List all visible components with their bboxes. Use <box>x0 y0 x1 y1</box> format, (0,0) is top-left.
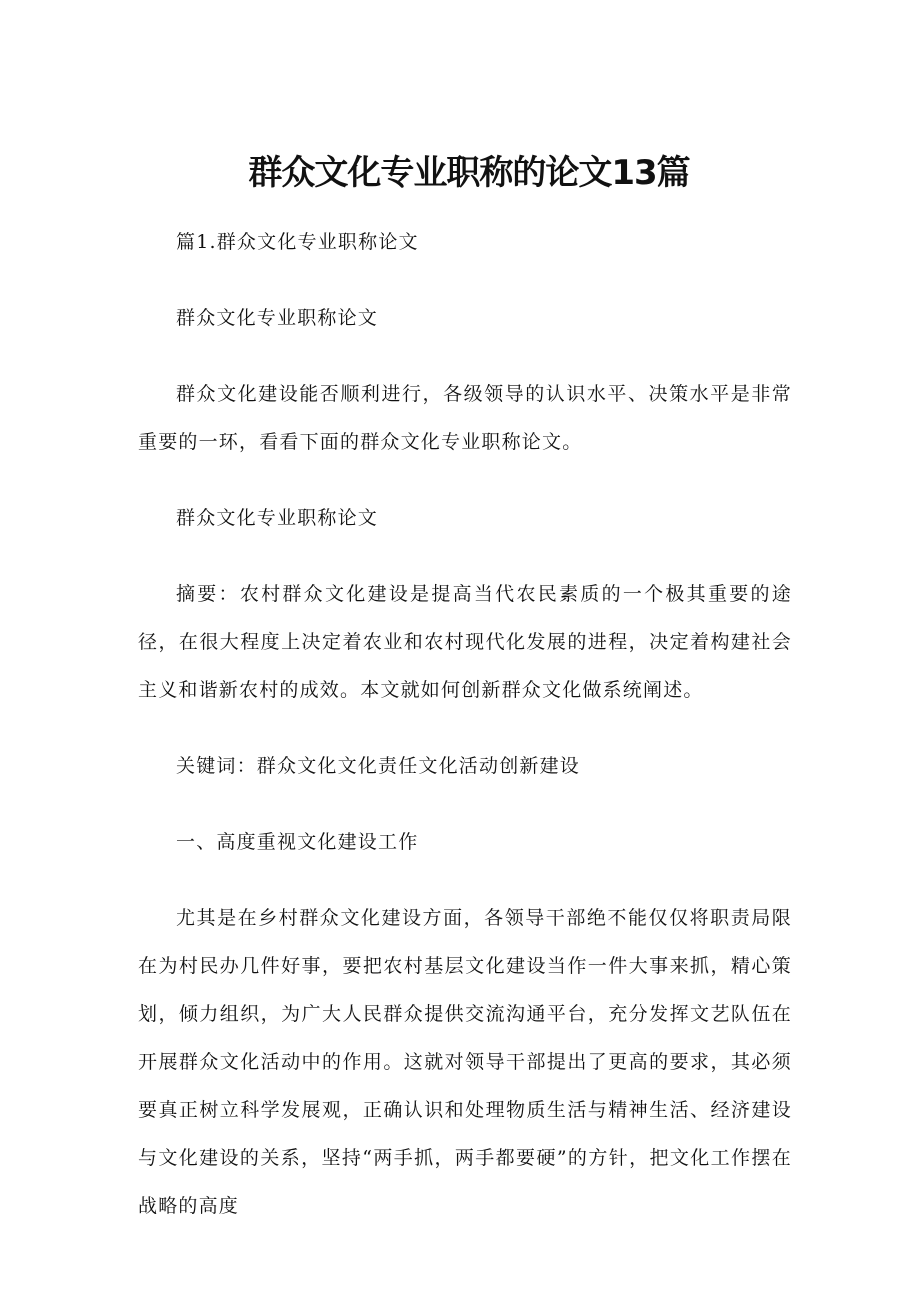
body-paragraph: 尤其是在乡村群众文化建设方面，各领导干部绝不能仅仅将职责局限在为村民办几件好事，要把农村基层文化建设当作一件大事来抓，精心策划，倾力组织，为广大人民群众提供交流沟通平台，充分发挥文艺队伍在开展群众文化活动中的作用。这就对领导干部提出了更高的要求，其必须要真正树立科学发展观，正确认识和处理物质生活与精神生活、经济建设与文化建设的关系，坚持“两手抓，两手都要硬”的方针，把文化工作摆在战略的高度 <box>138 907 792 1217</box>
subheading: 群众文化专业职称论文 <box>176 307 379 329</box>
subheading-repeat: 群众文化专业职称论文 <box>176 507 379 529</box>
document-title: 群众文化专业职称的论文13篇 <box>248 153 690 193</box>
keywords-paragraph: 关键词：群众文化文化责任文化活动创新建设 <box>176 755 581 777</box>
section-heading: 篇1.群众文化专业职称论文 <box>176 231 419 253</box>
intro-paragraph: 群众文化建设能否顺利进行，各级领导的认识水平、决策水平是非常重要的一环，看看下面的群众文化专业职称论文。 <box>138 383 792 453</box>
abstract-paragraph: 摘要：农村群众文化建设是提高当代农民素质的一个极其重要的途径，在很大程度上决定着农业和农村现代化发展的进程，决定着构建社会主义和谐新农村的成效。本文就如何创新群众文化做系统阐述。 <box>138 583 792 701</box>
section-one-heading: 一、高度重视文化建设工作 <box>176 831 419 853</box>
